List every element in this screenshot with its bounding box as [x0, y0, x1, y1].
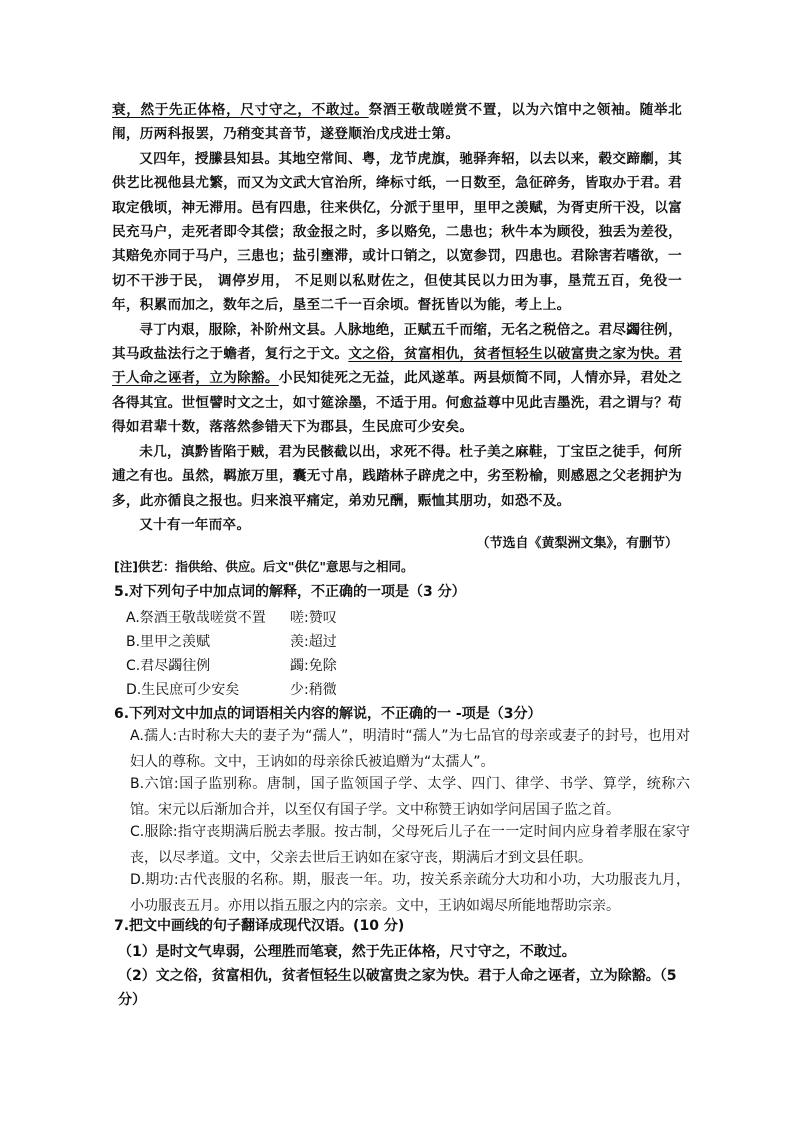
question-6-option-c: C.服除:指守丧期满后脱去孝服。按古制，父母死后儿子在一一定时间内应身着孝服在家守丧，以尽孝道。文中，父亲去世后王讷如在家守丧，期满后才到文县任职。: [130, 824, 690, 866]
option-text: A.祭酒王敬哉嗟赏不置: [126, 610, 266, 626]
question-5-option-c: [126, 654, 626, 678]
option-text: B.里甲之羡赋: [126, 634, 211, 650]
source-citation: （节选自《黄梨洲文集》，有删节）: [476, 536, 678, 551]
passage-paragraph-2: 又四年，授縢县知县。其地空常间、粤，龙节虎旗，驰驿奔轺，以去以来，毂交蹄劘，其供艺比视他县尤繁，而又为文武大官治所，绛标寸纸，一日数至，急征碎务，皆取办于君。君取定俄顷，神无滞用。邑有四患，往来供亿，分派于里甲，里甲之羡赋，为胥吏所干没，以富民充马户，走死者即令其偿；敌金报之时，多以赂免，二患也；秋牛本为顾役，独丢为差役，其赔免亦同于马户，三患也；盐引壅滞，或计口销之，以宽参罚，四患也。君除害若嗜欲，一切不干涉于民， 调停岁用， 不足则以私财佐之，但使其民以力田为事，垦荒五百，免役一年，积累而加之，数年之后，垦至二千一百余顷。督抚皆以为能，考上上。: [112, 150, 682, 314]
question-6-option-a: A.孺人:古时称大夫的妻子为“孺人”，明清时“孺人”为七品官的母亲或妻子的封号，也用对妇人的尊称。文中，王讷如的母亲徐氏被追赠为“太孺人”。: [130, 728, 690, 770]
passage-text: 祭酒王敬哉嗟赏不置，以为六馆中之领袖。随举北闱，历两科报罢，乃稍变其音节，遂登顺治戊戌进士第。: [112, 102, 682, 143]
underlined-sentence-1-end: 衰，然于先正体格，尺寸守之，不敢过。: [112, 102, 369, 118]
passage-paragraph-4: 未几，滇黔皆陷于贼，君为民骸截以出，求死不得。杜子美之麻鞋，丁宝臣之徒手，何所逋之有也。虽然，羁旅万里，囊无寸帛，践踏林子辟虎之中，劣至粉榆，则感恩之父老拥护为多，此亦循良之报也。归来浪平痛定，弟劝兄酬，赈恤其朋功，如恐不及。: [112, 443, 682, 509]
question-7-item-1: （1）是时文气卑弱，公理胜而笔衰，然于先正体格，尺寸守之，不敢过。: [118, 944, 576, 960]
question-7-item-2: （2）文之俗，贫富相仇，贫者恒轻生以破富贵之家为快。君于人命之诬者，立为除豁。（5: [118, 968, 677, 984]
question-5-option-a: [126, 606, 626, 630]
question-7-title: 7.把文中画线的句子翻译成现代汉语。(10 分): [114, 918, 405, 934]
classical-chinese-passage: [112, 98, 682, 537]
question-5-option-d: [126, 678, 626, 702]
option-gloss: 嗟:赞叹: [290, 610, 337, 626]
question-5-option-b: [126, 630, 626, 654]
question-5-title: 5.对下列句子中加点词的解释，不正确的一项是（3 分）: [114, 584, 466, 600]
underlined-sentence-2: 文之俗，贫富相仇，贫者恒轻生以破富贵之家为快。君于人命之诬者，立为除豁。: [112, 346, 682, 387]
option-text: C.君尽蠲往例: [126, 658, 211, 674]
passage-text: 寻丁内艰，服除，补阶州文县。人脉地绝，正赋五千而缩，无名之税倍之。君尽蠲往例，其马政盐法行之于蟾者，复行之于文。: [112, 321, 682, 363]
option-text: D.生民庶可少安矣: [126, 682, 240, 698]
passage-paragraph-5: 又十有一年而卒。: [139, 516, 251, 533]
question-6-option-d: D.期功:古代丧服的名称。期，服丧一年。功，按关系亲疏分大功和小功，大功服丧九月，小功服丧五月。亦用以指五服之内的宗亲。文中，王讷如竭尽所能地帮助宗亲。: [130, 872, 690, 914]
passage-paragraph-1: [112, 98, 682, 147]
question-6-title: 6.下列对文中加点的词语相关内容的解说，不正确的一 -项是（3分）: [114, 706, 542, 722]
passage-paragraph-3: [112, 318, 682, 440]
question-7-item-2-continued: 分）: [118, 992, 146, 1008]
footnote: [注]供艺：指供给、供应。后文"供亿"意思与之相同。: [114, 559, 414, 574]
option-gloss: 少:稍微: [290, 682, 337, 698]
question-6-option-b: B.六馆:国子监别称。唐制，国子监领国子学、太学、四门、律学、书学、算学，统称六馆。宋元以后渐加合并，以至仅有国子学。文中称赞王讷如学问居国子监之首。: [130, 776, 690, 818]
option-gloss: 蠲:免除: [290, 658, 337, 674]
option-gloss: 羡:超过: [290, 634, 337, 650]
passage-text: 小民知徒死之无益，此风遂革。两县烦简不同，人情亦异，君处之各得其宜。世恒譬时文之士，如寸筵涂墨，不适于用。何愈益尊中见此吉墨洗，君之谓与？苟得如君辈十数，落落然参错天下为郡县，生民庶可少安矣。: [112, 370, 682, 436]
